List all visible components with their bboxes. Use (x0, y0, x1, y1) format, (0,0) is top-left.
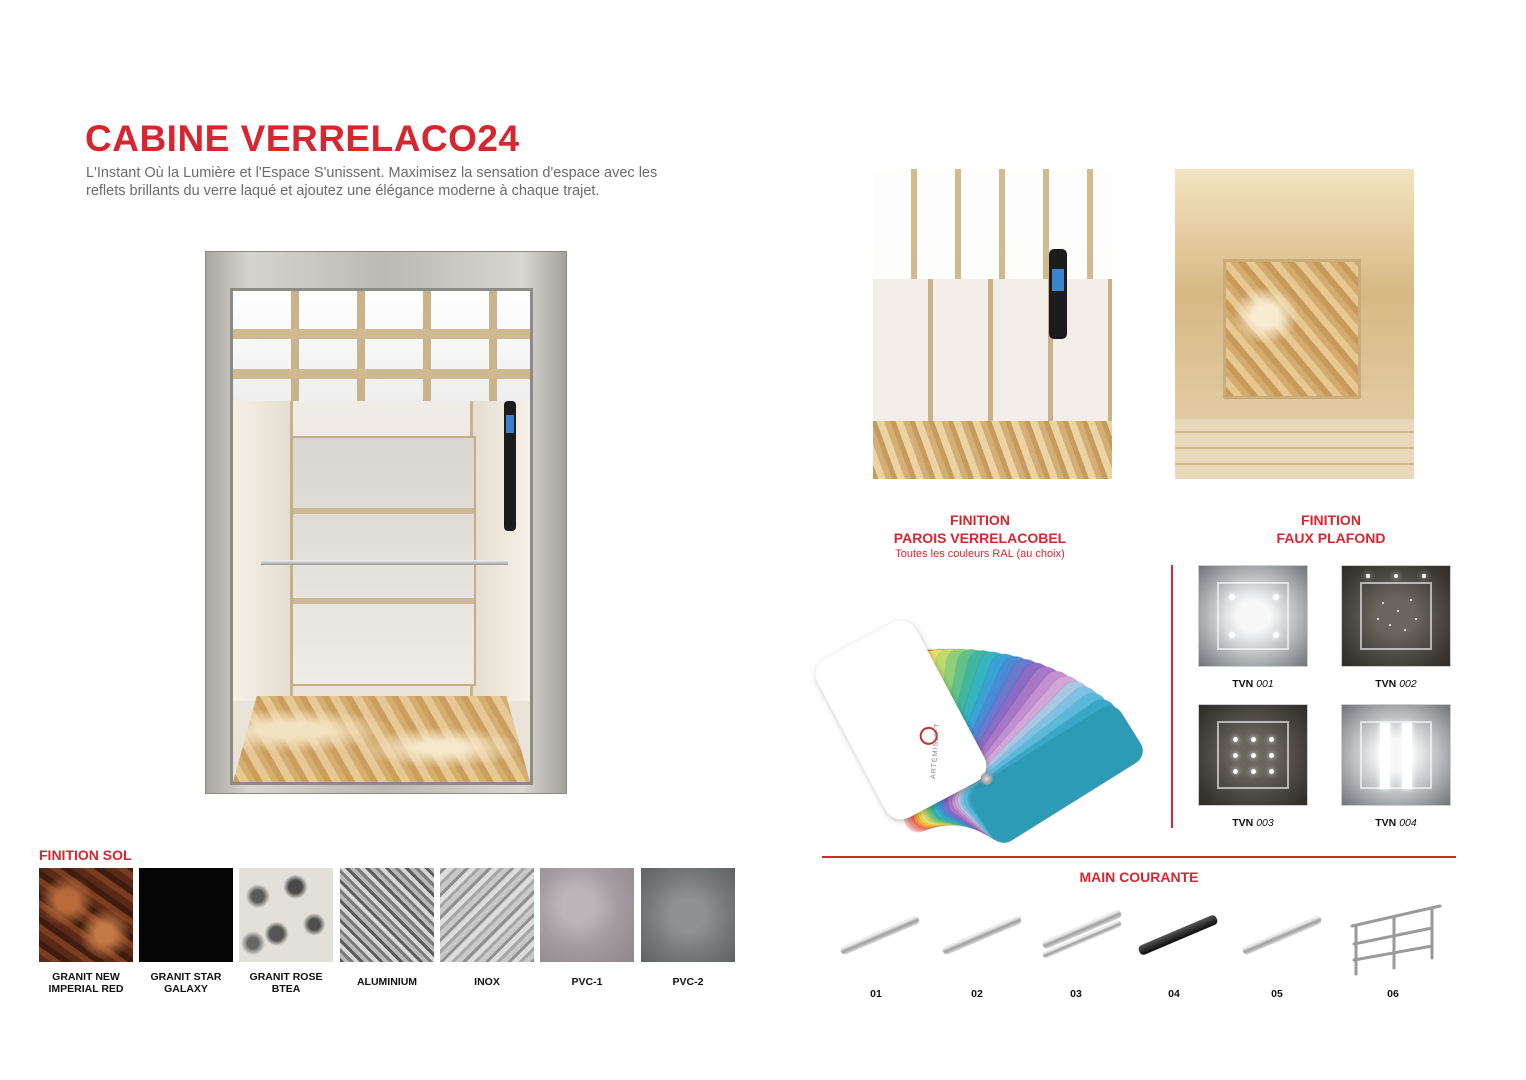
ceiling-inset (1360, 721, 1432, 789)
ceiling-label-tvn-004: TVN 004 (1375, 817, 1417, 829)
cabin-side-wall-right (470, 401, 530, 701)
photo-floor (873, 421, 1112, 479)
page-subtitle: L'Instant Où la Lumière et l'Espace S'unissent. Maximisez la sensation d'espace avec les reflets brillants du verre laqué et ajoutez une élégance moderne à chaque trajet. (86, 165, 658, 199)
ceiling-light (1366, 574, 1370, 578)
floor-swatch-pvc-2 (641, 868, 735, 962)
cabin-handrail (261, 560, 508, 565)
handrail-01 (832, 910, 918, 966)
floor-label: GRANIT ROSE BTEA (249, 971, 323, 995)
ceiling-label-tvn-002: TVN 002 (1375, 678, 1417, 690)
main-courante-title: MAIN COURANTE (1079, 869, 1199, 885)
ceiling-light (1251, 753, 1256, 758)
ceiling-bar (233, 369, 530, 379)
ceiling-swatch-tvn-001 (1198, 565, 1308, 667)
ceiling-light (1251, 737, 1256, 742)
handrail-label: 01 (870, 988, 882, 1000)
ceiling-light (1233, 753, 1238, 758)
cabin-photo-front (1175, 169, 1414, 479)
ceiling-label-tvn-003: TVN 003 (1232, 817, 1274, 829)
ceiling-light (1229, 632, 1235, 638)
ceiling-swatch-tvn-004 (1341, 704, 1451, 806)
finition-plafond-title-line2: FAUX PLAFOND (1276, 530, 1386, 546)
photo-back-wall (1223, 259, 1361, 399)
ceiling-light (1422, 574, 1426, 578)
handrail-05 (1234, 910, 1320, 966)
handrail-03 (1034, 910, 1120, 966)
finition-parois-subtitle: Toutes les couleurs RAL (au choix) (895, 548, 1065, 560)
handrail-label: 06 (1387, 988, 1399, 1000)
cop-screen (506, 415, 514, 433)
handrail-label: 04 (1168, 988, 1180, 1000)
handrail-label: 03 (1070, 988, 1082, 1000)
ceiling-light-strip (1402, 723, 1412, 789)
ceiling-label-tvn-001: TVN 001 (1232, 678, 1274, 690)
ral-color-fan (835, 590, 1125, 820)
handrail-label: 05 (1271, 988, 1283, 1000)
car-operating-panel (504, 401, 516, 531)
finition-plafond-title (1211, 511, 1451, 547)
floor-label: INOX (474, 976, 500, 988)
cabin-side-wall-left (233, 401, 293, 701)
fan-brand-text: ARTEMISLIFT (930, 722, 942, 780)
floor-swatch-aluminium (340, 868, 434, 962)
floor-label: PVC-1 (571, 976, 603, 988)
ceiling-swatch-tvn-002 (1341, 565, 1451, 667)
floor-swatch-granit-star-galaxy (139, 868, 233, 962)
ceiling-star (1389, 624, 1391, 626)
finition-plafond-title-line1: FINITION (1301, 512, 1361, 528)
ceiling-light (1251, 769, 1256, 774)
ceiling-star (1382, 602, 1384, 604)
handrail-bar (1242, 916, 1322, 955)
ceiling-star (1397, 610, 1399, 612)
handrail-06 (1342, 898, 1448, 978)
photo-ceiling (873, 169, 1112, 279)
ceiling-inset (1360, 582, 1432, 650)
cabin-interior (230, 288, 533, 785)
ceiling-bar (233, 329, 530, 339)
finition-parois-title-line1: FINITION (950, 512, 1010, 528)
ceiling-star (1377, 618, 1379, 620)
finition-parois-title-line2: PAROIS VERRELACOBEL (893, 530, 1067, 546)
photo-wall (873, 279, 1112, 429)
wall-panel-line (293, 508, 474, 514)
ceiling-light (1273, 594, 1279, 600)
section-divider-vertical (1171, 565, 1173, 828)
handrail-02 (934, 910, 1020, 966)
ceiling-light (1233, 769, 1238, 774)
cabin-main-image (205, 251, 567, 794)
ceiling-star (1415, 618, 1417, 620)
ceiling-light (1269, 769, 1274, 774)
cabin-photo-corner (873, 169, 1112, 479)
ceiling-star (1404, 629, 1406, 631)
floor-label: PVC-2 (672, 976, 704, 988)
handrail-bar (1137, 914, 1218, 956)
floor-swatch-granit-new-imperial-red (39, 868, 133, 962)
ceiling-inset (1217, 582, 1289, 650)
photo-floor (1175, 419, 1414, 479)
handrail-bar (942, 916, 1022, 955)
ceiling-light (1229, 594, 1235, 600)
handrail-bar (840, 916, 920, 955)
cabin-ceiling (233, 291, 530, 401)
floor-swatch-granit-rose-btea (239, 868, 333, 962)
ceiling-light (1233, 737, 1238, 742)
car-operating-panel (1049, 249, 1067, 339)
floor-swatch-pvc-1 (540, 868, 634, 962)
cabin-floor (233, 696, 530, 782)
finition-parois-title (860, 511, 1100, 561)
ceiling-light (1394, 574, 1398, 578)
wall-panel-line (293, 598, 474, 604)
ceiling-swatch-tvn-003 (1198, 704, 1308, 806)
floor-swatch-inox (440, 868, 534, 962)
ceiling-star (1410, 599, 1412, 601)
ceiling-light-strip (1380, 723, 1390, 789)
ceiling-light (1273, 632, 1279, 638)
handrail-label: 02 (971, 988, 983, 1000)
finition-sol-title: FINITION SOL (39, 847, 132, 863)
floor-label: GRANIT STAR GALAXY (150, 971, 222, 995)
section-divider-horizontal (822, 856, 1456, 858)
floor-label: GRANIT NEW IMPERIAL RED (48, 971, 124, 995)
page-title: CABINE VERRELACO24 (85, 118, 520, 159)
floor-label: ALUMINIUM (356, 976, 418, 988)
handrail-04 (1130, 910, 1216, 966)
ceiling-light (1269, 737, 1274, 742)
ceiling-light (1269, 753, 1274, 758)
